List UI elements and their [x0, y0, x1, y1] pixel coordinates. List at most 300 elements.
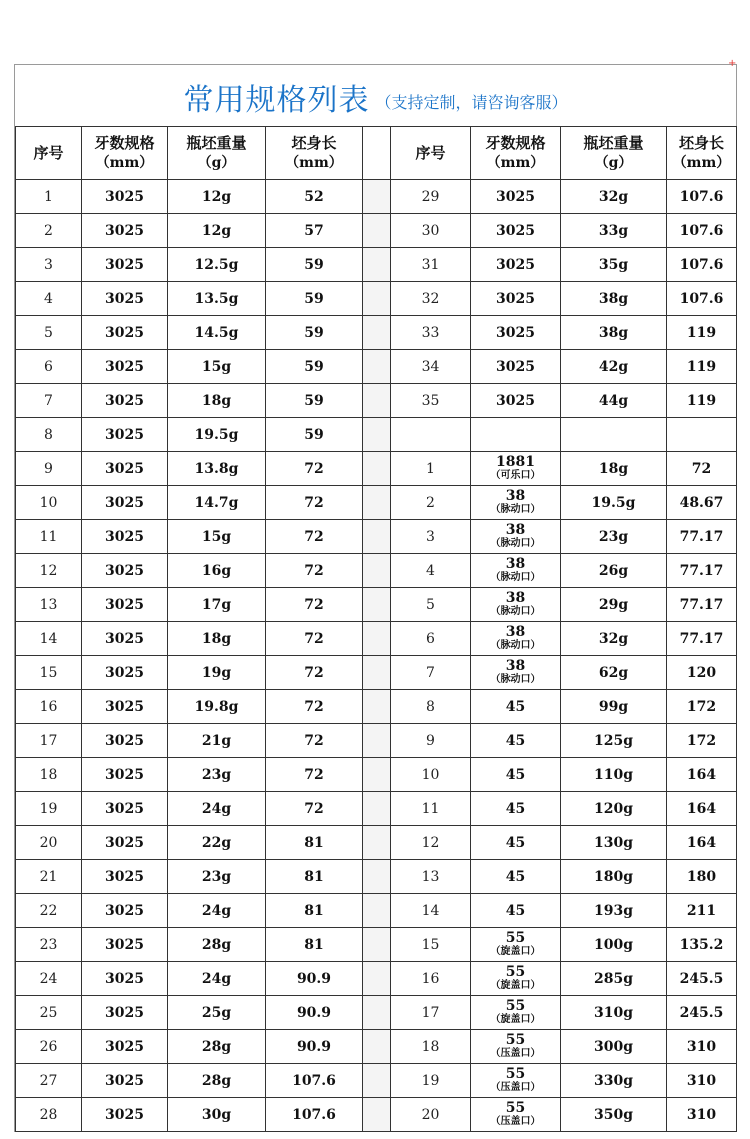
- header-weight-left: [168, 127, 266, 180]
- right-index-cell: 14: [391, 894, 471, 928]
- table-row: [16, 1030, 737, 1064]
- column-gap-cell: [363, 350, 391, 384]
- right-thread-cell: [471, 520, 561, 554]
- thread-spec-with-note: [471, 589, 560, 618]
- thread-spec-value: 1881: [496, 453, 535, 470]
- left-weight-cell: 18g: [168, 384, 266, 418]
- right-index-cell: 17: [391, 996, 471, 1030]
- right-thread-cell: 45: [471, 894, 561, 928]
- table-body: [16, 180, 737, 1132]
- left-length-cell: 72: [266, 452, 363, 486]
- header-thread-left: [82, 127, 168, 180]
- right-weight-cell: 300g: [561, 1030, 667, 1064]
- table-row: [16, 248, 737, 282]
- left-weight-cell: 12.5g: [168, 248, 266, 282]
- right-index-cell: 2: [391, 486, 471, 520]
- header-weight-unit: （g）: [594, 155, 633, 171]
- left-index-cell: 18: [16, 758, 82, 792]
- left-index-cell: 13: [16, 588, 82, 622]
- left-length-cell: 90.9: [266, 996, 363, 1030]
- right-thread-cell: [471, 1030, 561, 1064]
- left-weight-cell: 14.7g: [168, 486, 266, 520]
- header-weight-label: 瓶坯重量: [186, 134, 247, 152]
- header-length-label: 坯身长: [291, 134, 337, 152]
- column-gap: [363, 127, 391, 180]
- left-weight-cell: 21g: [168, 724, 266, 758]
- right-index-cell: 12: [391, 826, 471, 860]
- right-index-cell: 13: [391, 860, 471, 894]
- thread-spec-with-note: [471, 1065, 560, 1094]
- table-row: [16, 928, 737, 962]
- right-index-cell: 30: [391, 214, 471, 248]
- column-gap-cell: [363, 316, 391, 350]
- column-gap-cell: [363, 758, 391, 792]
- right-length-cell: 119: [667, 350, 737, 384]
- right-weight-cell: 44g: [561, 384, 667, 418]
- table-row: [16, 486, 737, 520]
- corner-mark: +: [728, 58, 737, 69]
- table-row: [16, 826, 737, 860]
- left-length-cell: 52: [266, 180, 363, 214]
- thread-spec-note: （旋盖口）: [490, 945, 541, 957]
- right-length-cell: 164: [667, 758, 737, 792]
- header-thread-unit: （mm）: [486, 155, 545, 171]
- right-length-cell: 107.6: [667, 180, 737, 214]
- right-length-cell: 77.17: [667, 520, 737, 554]
- right-thread-cell: 3025: [471, 180, 561, 214]
- right-index-cell: 32: [391, 282, 471, 316]
- column-gap-cell: [363, 1064, 391, 1098]
- left-length-cell: 72: [266, 486, 363, 520]
- left-length-cell: 72: [266, 622, 363, 656]
- left-length-cell: 59: [266, 350, 363, 384]
- left-length-cell: 90.9: [266, 1030, 363, 1064]
- right-thread-cell: 3025: [471, 384, 561, 418]
- right-index-cell: 1: [391, 452, 471, 486]
- thread-spec-with-note: [471, 929, 560, 958]
- right-index-cell: 29: [391, 180, 471, 214]
- thread-spec-note: （旋盖口）: [490, 1013, 541, 1025]
- thread-spec-value: 55: [505, 963, 526, 980]
- left-thread-cell: 3025: [82, 248, 168, 282]
- table-row: [16, 962, 737, 996]
- left-index-cell: 15: [16, 656, 82, 690]
- thread-spec-note: （脉动口）: [490, 537, 541, 549]
- right-weight-cell: 130g: [561, 826, 667, 860]
- right-index-cell: 9: [391, 724, 471, 758]
- right-length-cell: [667, 418, 737, 452]
- left-weight-cell: 23g: [168, 860, 266, 894]
- table-row: [16, 1064, 737, 1098]
- column-gap-cell: [363, 180, 391, 214]
- right-length-cell: 172: [667, 690, 737, 724]
- thread-spec-note: （压盖口）: [490, 1047, 541, 1059]
- right-weight-cell: 125g: [561, 724, 667, 758]
- thread-spec-note: （脉动口）: [490, 673, 541, 685]
- table-row: [16, 690, 737, 724]
- header-length-left: [266, 127, 363, 180]
- left-thread-cell: 3025: [82, 1064, 168, 1098]
- right-weight-cell: [561, 418, 667, 452]
- right-length-cell: 119: [667, 316, 737, 350]
- left-weight-cell: 24g: [168, 962, 266, 996]
- right-length-cell: 211: [667, 894, 737, 928]
- header-thread-label: 牙数规格: [94, 134, 155, 152]
- column-gap-cell: [363, 928, 391, 962]
- table-row: [16, 792, 737, 826]
- header-weight-unit: （g）: [197, 155, 236, 171]
- thread-spec-with-note: [471, 555, 560, 584]
- right-index-cell: 7: [391, 656, 471, 690]
- right-weight-cell: 19.5g: [561, 486, 667, 520]
- right-thread-cell: 3025: [471, 316, 561, 350]
- left-length-cell: 72: [266, 792, 363, 826]
- right-index-cell: 33: [391, 316, 471, 350]
- right-length-cell: 107.6: [667, 282, 737, 316]
- left-index-cell: 23: [16, 928, 82, 962]
- left-thread-cell: 3025: [82, 384, 168, 418]
- column-gap-cell: [363, 860, 391, 894]
- left-index-cell: 6: [16, 350, 82, 384]
- left-index-cell: 28: [16, 1098, 82, 1132]
- left-thread-cell: 3025: [82, 350, 168, 384]
- right-length-cell: 77.17: [667, 588, 737, 622]
- left-index-cell: 25: [16, 996, 82, 1030]
- left-index-cell: 8: [16, 418, 82, 452]
- right-length-cell: 120: [667, 656, 737, 690]
- left-thread-cell: 3025: [82, 758, 168, 792]
- column-gap-cell: [363, 622, 391, 656]
- thread-spec-note: （脉动口）: [490, 571, 541, 583]
- table-row: [16, 282, 737, 316]
- right-thread-cell: [471, 588, 561, 622]
- right-thread-cell: 45: [471, 792, 561, 826]
- column-gap-cell: [363, 792, 391, 826]
- left-thread-cell: 3025: [82, 180, 168, 214]
- right-thread-cell: [471, 486, 561, 520]
- left-index-cell: 7: [16, 384, 82, 418]
- thread-spec-with-note: [471, 1099, 560, 1128]
- left-length-cell: 72: [266, 520, 363, 554]
- left-thread-cell: 3025: [82, 1098, 168, 1132]
- right-length-cell: 310: [667, 1098, 737, 1132]
- thread-spec-with-note: [471, 453, 560, 482]
- left-length-cell: 59: [266, 384, 363, 418]
- left-thread-cell: 3025: [82, 826, 168, 860]
- left-thread-cell: 3025: [82, 1030, 168, 1064]
- thread-spec-value: 55: [505, 929, 526, 946]
- left-index-cell: 21: [16, 860, 82, 894]
- left-weight-cell: 28g: [168, 1030, 266, 1064]
- thread-spec-note: （脉动口）: [490, 605, 541, 617]
- table-row: [16, 384, 737, 418]
- left-thread-cell: 3025: [82, 724, 168, 758]
- left-thread-cell: 3025: [82, 282, 168, 316]
- right-thread-cell: 45: [471, 690, 561, 724]
- left-weight-cell: 12g: [168, 214, 266, 248]
- left-thread-cell: 3025: [82, 418, 168, 452]
- right-weight-cell: 32g: [561, 180, 667, 214]
- left-thread-cell: 3025: [82, 860, 168, 894]
- right-weight-cell: 35g: [561, 248, 667, 282]
- left-weight-cell: 25g: [168, 996, 266, 1030]
- column-gap-cell: [363, 690, 391, 724]
- title-main: 常用规格列表: [183, 83, 370, 118]
- right-weight-cell: 99g: [561, 690, 667, 724]
- right-index-cell: 18: [391, 1030, 471, 1064]
- thread-spec-value: 55: [505, 997, 526, 1014]
- thread-spec-with-note: [471, 521, 560, 550]
- table-row: [16, 316, 737, 350]
- header-length-unit: （mm）: [285, 155, 343, 171]
- table-row: [16, 214, 737, 248]
- thread-spec-with-note: [471, 997, 560, 1026]
- column-gap-cell: [363, 248, 391, 282]
- left-length-cell: 59: [266, 248, 363, 282]
- right-index-cell: 15: [391, 928, 471, 962]
- left-weight-cell: 16g: [168, 554, 266, 588]
- column-gap-cell: [363, 214, 391, 248]
- left-length-cell: 59: [266, 418, 363, 452]
- left-index-cell: 10: [16, 486, 82, 520]
- left-length-cell: 59: [266, 316, 363, 350]
- table-row: [16, 520, 737, 554]
- right-index-cell: 16: [391, 962, 471, 996]
- left-weight-cell: 22g: [168, 826, 266, 860]
- header-thread-unit: （mm）: [95, 155, 154, 171]
- column-gap-cell: [363, 1030, 391, 1064]
- left-weight-cell: 15g: [168, 520, 266, 554]
- left-length-cell: 72: [266, 758, 363, 792]
- thread-spec-value: 38: [505, 657, 526, 674]
- header-weight-label: 瓶坯重量: [583, 134, 644, 152]
- right-index-cell: 10: [391, 758, 471, 792]
- right-index-cell: 4: [391, 554, 471, 588]
- left-thread-cell: 3025: [82, 622, 168, 656]
- left-thread-cell: 3025: [82, 520, 168, 554]
- left-weight-cell: 17g: [168, 588, 266, 622]
- column-gap-cell: [363, 452, 391, 486]
- left-weight-cell: 14.5g: [168, 316, 266, 350]
- left-weight-cell: 30g: [168, 1098, 266, 1132]
- right-weight-cell: 285g: [561, 962, 667, 996]
- right-index-cell: 8: [391, 690, 471, 724]
- left-weight-cell: 23g: [168, 758, 266, 792]
- right-weight-cell: 100g: [561, 928, 667, 962]
- column-gap-cell: [363, 826, 391, 860]
- left-length-cell: 107.6: [266, 1064, 363, 1098]
- left-index-cell: 26: [16, 1030, 82, 1064]
- right-thread-cell: [471, 996, 561, 1030]
- header-thread-right: [471, 127, 561, 180]
- left-thread-cell: 3025: [82, 452, 168, 486]
- left-thread-cell: 3025: [82, 214, 168, 248]
- right-index-cell: [391, 418, 471, 452]
- left-length-cell: 72: [266, 554, 363, 588]
- header-thread-label: 牙数规格: [485, 134, 546, 152]
- left-thread-cell: 3025: [82, 928, 168, 962]
- column-gap-cell: [363, 282, 391, 316]
- column-gap-cell: [363, 520, 391, 554]
- left-weight-cell: 13.5g: [168, 282, 266, 316]
- column-gap-cell: [363, 418, 391, 452]
- header-index-left: 序号: [16, 127, 82, 180]
- left-length-cell: 72: [266, 588, 363, 622]
- thread-spec-with-note: [471, 963, 560, 992]
- left-length-cell: 59: [266, 282, 363, 316]
- spec-table: [15, 126, 737, 1132]
- table-row: [16, 180, 737, 214]
- right-weight-cell: 350g: [561, 1098, 667, 1132]
- right-index-cell: 11: [391, 792, 471, 826]
- table-row: [16, 724, 737, 758]
- left-index-cell: 1: [16, 180, 82, 214]
- header-length-right: [667, 127, 737, 180]
- right-thread-cell: 45: [471, 860, 561, 894]
- right-thread-cell: [471, 418, 561, 452]
- left-index-cell: 4: [16, 282, 82, 316]
- left-index-cell: 24: [16, 962, 82, 996]
- right-weight-cell: 110g: [561, 758, 667, 792]
- right-length-cell: 310: [667, 1064, 737, 1098]
- left-weight-cell: 15g: [168, 350, 266, 384]
- left-index-cell: 3: [16, 248, 82, 282]
- left-thread-cell: 3025: [82, 656, 168, 690]
- left-weight-cell: 13.8g: [168, 452, 266, 486]
- thread-spec-with-note: [471, 1031, 560, 1060]
- column-gap-cell: [363, 724, 391, 758]
- left-index-cell: 17: [16, 724, 82, 758]
- right-length-cell: 107.6: [667, 248, 737, 282]
- column-gap-cell: [363, 588, 391, 622]
- left-thread-cell: 3025: [82, 894, 168, 928]
- right-length-cell: 135.2: [667, 928, 737, 962]
- left-thread-cell: 3025: [82, 486, 168, 520]
- table-row: [16, 418, 737, 452]
- right-thread-cell: [471, 1098, 561, 1132]
- right-weight-cell: 310g: [561, 996, 667, 1030]
- left-thread-cell: 3025: [82, 996, 168, 1030]
- left-length-cell: 72: [266, 724, 363, 758]
- right-length-cell: 164: [667, 792, 737, 826]
- table-header-row: [16, 127, 737, 180]
- right-length-cell: 107.6: [667, 214, 737, 248]
- thread-spec-value: 38: [505, 555, 526, 572]
- right-weight-cell: 330g: [561, 1064, 667, 1098]
- thread-spec-note: （脉动口）: [490, 503, 541, 515]
- right-index-cell: 19: [391, 1064, 471, 1098]
- thread-spec-value: 38: [505, 521, 526, 538]
- left-index-cell: 14: [16, 622, 82, 656]
- right-weight-cell: 38g: [561, 316, 667, 350]
- right-length-cell: 164: [667, 826, 737, 860]
- right-length-cell: 172: [667, 724, 737, 758]
- left-weight-cell: 19.8g: [168, 690, 266, 724]
- left-weight-cell: 24g: [168, 792, 266, 826]
- left-length-cell: 81: [266, 826, 363, 860]
- thread-spec-value: 55: [505, 1065, 526, 1082]
- left-weight-cell: 28g: [168, 928, 266, 962]
- left-length-cell: 81: [266, 928, 363, 962]
- thread-spec-value: 38: [505, 623, 526, 640]
- left-length-cell: 57: [266, 214, 363, 248]
- thread-spec-with-note: [471, 487, 560, 516]
- right-thread-cell: [471, 656, 561, 690]
- left-thread-cell: 3025: [82, 962, 168, 996]
- left-index-cell: 20: [16, 826, 82, 860]
- table-row: [16, 860, 737, 894]
- header-length-label: 坯身长: [678, 134, 724, 152]
- table-row: [16, 452, 737, 486]
- left-thread-cell: 3025: [82, 588, 168, 622]
- left-index-cell: 16: [16, 690, 82, 724]
- right-index-cell: 31: [391, 248, 471, 282]
- left-index-cell: 9: [16, 452, 82, 486]
- right-index-cell: 5: [391, 588, 471, 622]
- left-index-cell: 5: [16, 316, 82, 350]
- right-index-cell: 6: [391, 622, 471, 656]
- column-gap-cell: [363, 384, 391, 418]
- left-index-cell: 19: [16, 792, 82, 826]
- right-index-cell: 35: [391, 384, 471, 418]
- right-weight-cell: 33g: [561, 214, 667, 248]
- left-weight-cell: 24g: [168, 894, 266, 928]
- table-row: [16, 1098, 737, 1132]
- column-gap-cell: [363, 996, 391, 1030]
- header-index-right: 序号: [391, 127, 471, 180]
- right-weight-cell: 32g: [561, 622, 667, 656]
- right-length-cell: 48.67: [667, 486, 737, 520]
- table-row: [16, 622, 737, 656]
- thread-spec-note: （压盖口）: [490, 1115, 541, 1127]
- left-weight-cell: 18g: [168, 622, 266, 656]
- column-gap-cell: [363, 894, 391, 928]
- right-weight-cell: 193g: [561, 894, 667, 928]
- right-length-cell: 72: [667, 452, 737, 486]
- thread-spec-value: 55: [505, 1031, 526, 1048]
- left-length-cell: 81: [266, 894, 363, 928]
- right-thread-cell: 45: [471, 826, 561, 860]
- right-weight-cell: 42g: [561, 350, 667, 384]
- left-index-cell: 27: [16, 1064, 82, 1098]
- right-thread-cell: [471, 928, 561, 962]
- left-thread-cell: 3025: [82, 792, 168, 826]
- thread-spec-value: 38: [505, 589, 526, 606]
- right-weight-cell: 18g: [561, 452, 667, 486]
- header-weight-right: [561, 127, 667, 180]
- left-index-cell: 11: [16, 520, 82, 554]
- table-row: [16, 996, 737, 1030]
- table-row: [16, 554, 737, 588]
- right-thread-cell: 3025: [471, 214, 561, 248]
- right-index-cell: 3: [391, 520, 471, 554]
- table-row: [16, 350, 737, 384]
- table-row: [16, 656, 737, 690]
- left-weight-cell: 12g: [168, 180, 266, 214]
- right-index-cell: 20: [391, 1098, 471, 1132]
- right-weight-cell: 62g: [561, 656, 667, 690]
- thread-spec-note: （可乐口）: [490, 469, 541, 481]
- right-weight-cell: 23g: [561, 520, 667, 554]
- right-thread-cell: [471, 962, 561, 996]
- left-weight-cell: 28g: [168, 1064, 266, 1098]
- right-weight-cell: 38g: [561, 282, 667, 316]
- left-thread-cell: 3025: [82, 554, 168, 588]
- column-gap-cell: [363, 554, 391, 588]
- header-length-unit: （mm）: [672, 155, 731, 171]
- table-row: [16, 894, 737, 928]
- thread-spec-value: 55: [505, 1099, 526, 1116]
